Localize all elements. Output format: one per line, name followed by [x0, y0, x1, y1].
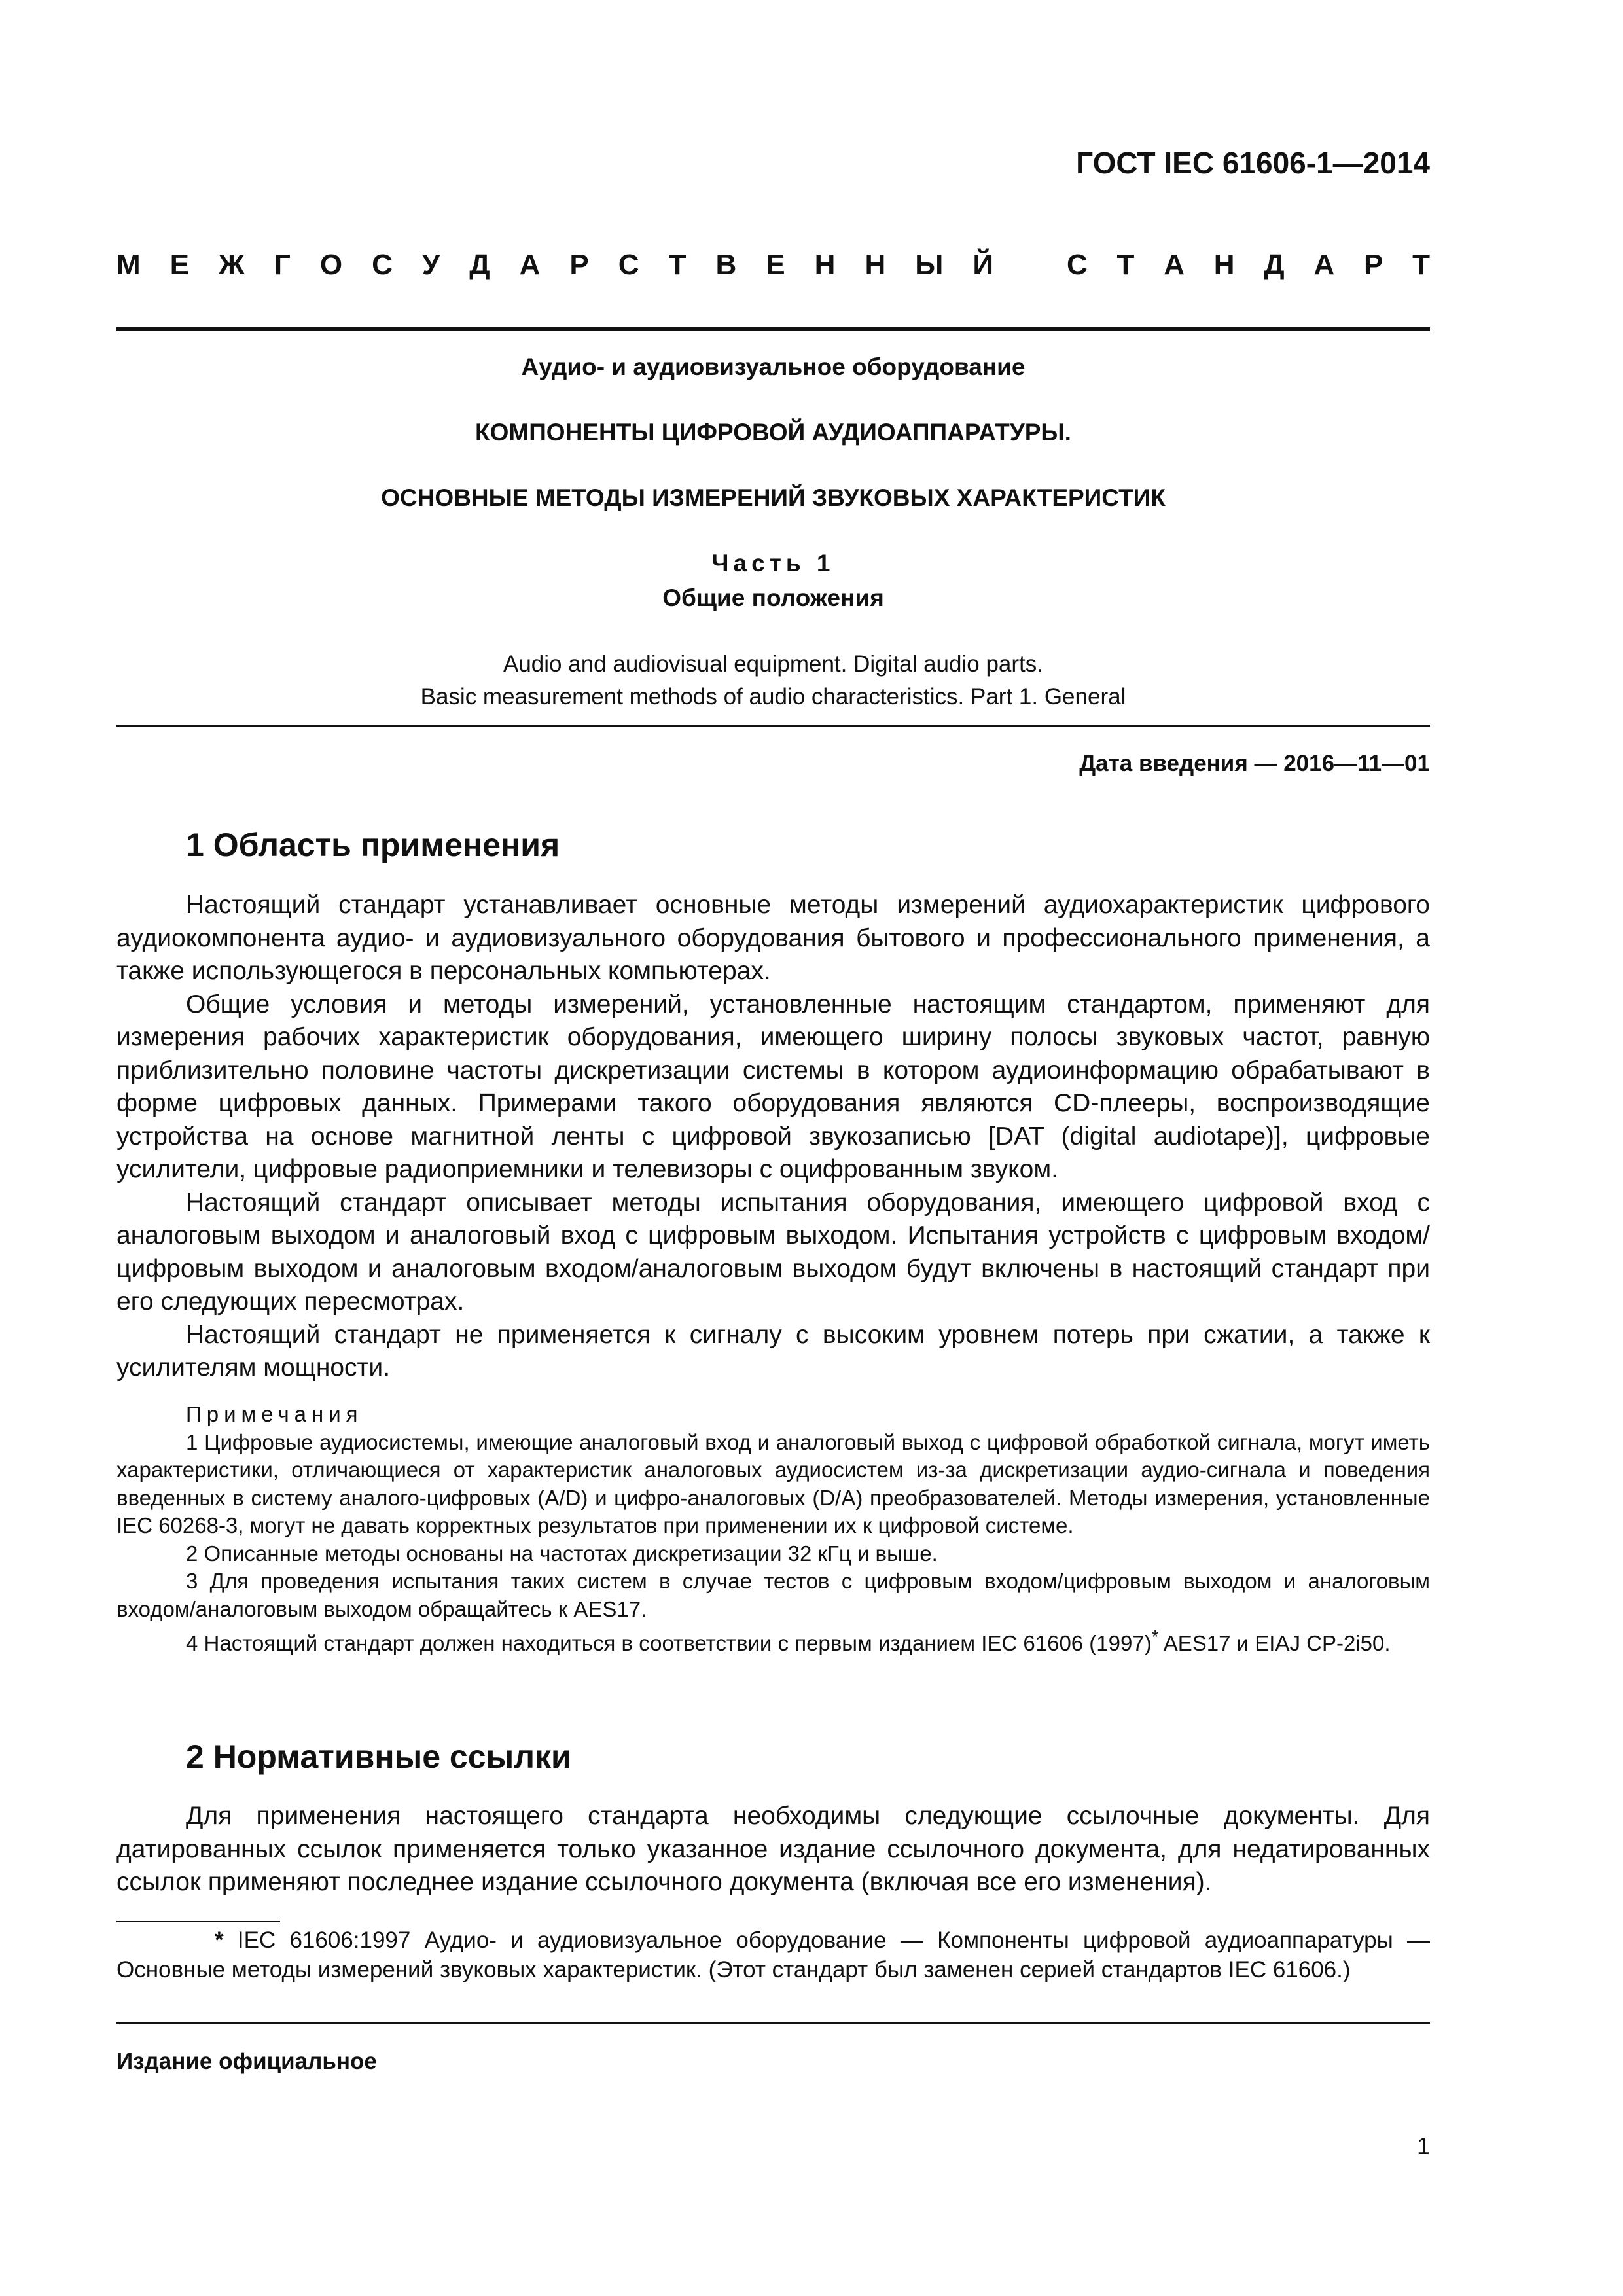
title-line-1: Аудио- и аудиовизуальное оборудование [521, 353, 1026, 380]
english-title-line-1: Audio and audiovisual equipment. Digital audio parts. [503, 651, 1043, 677]
heading-letter: Р [1363, 249, 1383, 281]
heading-letter: Д [469, 249, 490, 281]
note-1: 1 Цифровые аудиосистемы, имеющие аналоговый вход и аналоговый выход с цифровой обработкой сигнала, могут иметь характеристики, отличающиеся от характеристик аналоговых аудиосистем из-за дискретизации аудио-сигнала и поведения введенных в систему аналого-цифровых (A/D) и цифро-аналоговых (D/A) преобразователей. Методы измерения, установленные IEC 60268-3, могут не давать корректных результатов при применении их к цифровой системе. [116, 1429, 1430, 1537]
heading-letter: А [1313, 249, 1335, 281]
mezh-word [116, 249, 993, 281]
paragraph: Настоящий стандарт описывает методы испытания оборудования, имеющего цифровой вход с аналоговым выходом и аналоговый вход с цифровым выходом. Испытания устройств с цифровым входом/цифровым выходом и аналоговым входом/аналоговым выходом будут включены в настоящий стандарт при его следующих пересмотрах. [116, 1188, 1430, 1316]
title-line-2: КОМПОНЕНТЫ ЦИФРОВОЙ АУДИОАППАРАТУРЫ. [475, 419, 1071, 446]
english-title-line-2: Basic measurement methods of audio characteristics. Part 1. General [420, 684, 1126, 709]
document-page [116, 0, 1430, 2296]
edition-label: Издание официальное [116, 2049, 377, 2074]
heading-letter: Ж [219, 249, 245, 281]
heading-letter: С [372, 249, 393, 281]
standart-word [1067, 249, 1430, 281]
part-name: Общие положения [662, 584, 884, 611]
paragraph: Настоящий стандарт устанавливает основные методы измерений аудиохарактеристик цифрового аудиокомпонента аудио- и аудиовизуального оборудования бытового и профессионального применения, а также использующегося в персональных компьютерах. [116, 891, 1430, 985]
title-rule [116, 725, 1430, 727]
heading-letter: Т [1116, 249, 1135, 281]
heading-letter: Е [766, 249, 785, 281]
footnote-reference[interactable]: * [1151, 1626, 1159, 1647]
notes-title: Примечания [186, 1402, 363, 1426]
gost-code: ГОСТ IEC 61606-1—2014 [1076, 146, 1430, 180]
section-1-heading: 1 Область применения [186, 827, 560, 863]
heading-letter: Н [865, 249, 886, 281]
heading-letter: А [519, 249, 541, 281]
footnote [116, 1926, 1430, 1984]
part-label: Часть 1 [711, 550, 835, 577]
section-2-heading: 2 Нормативные ссылки [186, 1738, 571, 1775]
heading-letter: Н [1213, 249, 1235, 281]
header-rule [116, 327, 1430, 331]
heading-letter: Р [569, 249, 589, 281]
heading-letter: Д [1264, 249, 1285, 281]
heading-letter: Ы [915, 249, 944, 281]
title-line-3: ОСНОВНЫЕ МЕТОДЫ ИЗМЕРЕНИЙ ЗВУКОВЫХ ХАРАКТЕРИСТИК [381, 484, 1166, 511]
notes-block [116, 1401, 1430, 1658]
footer-rule [116, 2022, 1430, 2024]
footnote-separator [116, 1921, 280, 1922]
paragraph: Для применения настоящего стандарта необходимы следующие ссылочные документы. Для датированных ссылок применяется только указанное издание ссылочного документа, для недатированных ссылок применяют последнее издание ссылочного документа (включая все его изменения). [116, 1802, 1430, 1896]
standard-type-heading [116, 249, 1430, 281]
page-number: 1 [1416, 2132, 1430, 2159]
note-4-text-end: AES17 и EIAJ CP-2i50. [1158, 1631, 1391, 1655]
heading-letter: М [116, 249, 141, 281]
heading-letter: В [715, 249, 737, 281]
heading-letter: Й [972, 249, 993, 281]
heading-letter: Т [668, 249, 687, 281]
section-1-body [116, 889, 1430, 1385]
heading-letter: А [1164, 249, 1185, 281]
heading-letter: О [319, 249, 343, 281]
note-4 [116, 1623, 1430, 1658]
heading-letter: С [618, 249, 639, 281]
note-3: 3 Для проведения испытания таких систем в случае тестов с цифровым входом/цифровым выходом и аналоговым входом/аналоговым выходом обращайтесь к AES17. [116, 1569, 1430, 1621]
section-2-body [116, 1800, 1430, 1899]
heading-letter: Т [1412, 249, 1430, 281]
paragraph: Общие условия и методы измерений, установленные настоящим стандартом, применяют для измерения рабочих характеристик оборудования, имеющего ширину полосы звуковых частот, равную приблизительно половине частоты дискретизации системы в котором аудиоинформацию обрабатывают в форме цифровых данных. Примерами такого оборудования являются CD-плееры, воспроизводящие устройства на основе магнитной ленты с цифровой звукозаписью [DAT (digital audiotape)], цифровые усилители, цифровые радиоприемники и телевизоры с оцифрованным звуком. [116, 990, 1430, 1183]
paragraph: Настоящий стандарт не применяется к сигналу с высоким уровнем потерь при сжатии, а также к усилителям мощности. [116, 1320, 1430, 1382]
note-2: 2 Описанные методы основаны на частотах дискретизации 32 кГц и выше. [186, 1541, 938, 1566]
heading-letter: Е [169, 249, 190, 281]
introduction-date: Дата введения — 2016—11—01 [1079, 751, 1430, 776]
heading-letter: Н [814, 249, 836, 281]
heading-letter: Г [274, 249, 291, 281]
heading-letter: У [421, 249, 440, 281]
footnote-text: IEC 61606:1997 Аудио- и аудиовизуальное оборудование — Компоненты цифровой аудиоаппаратуры — Основные методы измерений звуковых характеристик. (Этот стандарт был заменен серией стандартов IEC 61606.) [116, 1928, 1430, 1982]
heading-letter: С [1067, 249, 1088, 281]
footnote-mark: * [215, 1928, 224, 1953]
note-4-text: 4 Настоящий стандарт должен находиться в соответствии с первым изданием IEC 61606 (1997) [186, 1631, 1152, 1655]
